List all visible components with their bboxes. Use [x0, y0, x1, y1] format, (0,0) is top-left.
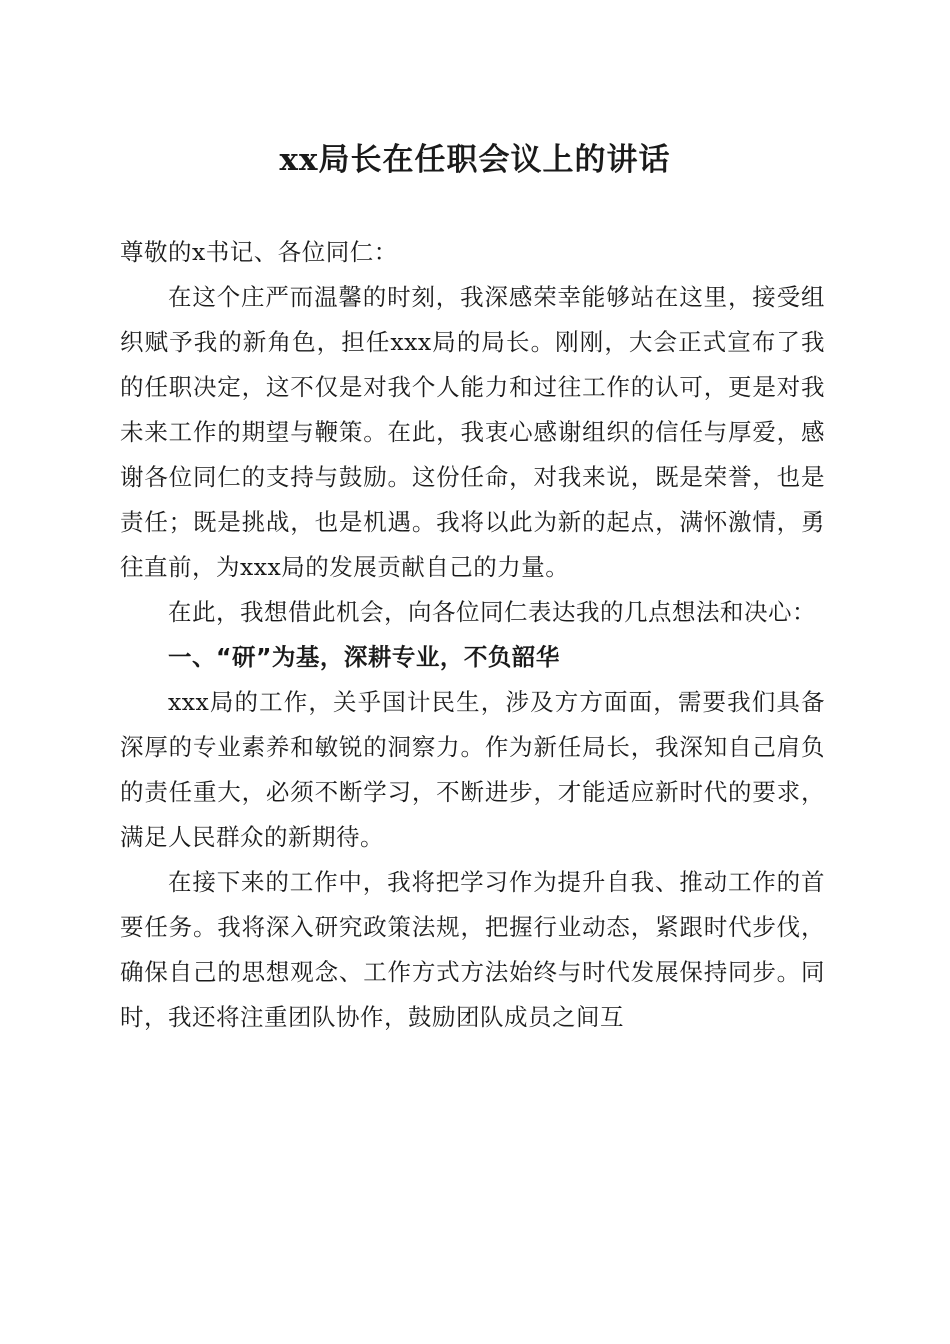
document-body: [120, 230, 825, 1040]
section1-paragraph-1: xxx局的工作，关乎国计民生，涉及方方面面，需要我们具备深厚的专业素养和敏锐的洞察力。作为新任局长，我深知自己肩负的责任重大，必须不断学习，不断进步，才能适应新时代的要求，满足人民群众的新期待。: [120, 688, 825, 851]
salutation: 尊敬的x书记、各位同仁：: [120, 238, 398, 266]
document-title: xx局长在任职会议上的讲话: [279, 142, 671, 178]
paragraph-transition: 在此，我想借此机会，向各位同仁表达我的几点想法和决心：: [168, 598, 816, 626]
paragraph-intro: 在这个庄严而温馨的时刻，我深感荣幸能够站在这里，接受组织赋予我的新角色，担任xxx局的局长。刚刚，大会正式宣布了我的任职决定，这不仅是对我个人能力和过往工作的认可，更是对我未来工作的期望与鞭策。在此，我衷心感谢组织的信任与厚爱，感谢各位同仁的支持与鼓励。这份任命，对我来说，既是荣誉，也是责任；既是挑战，也是机遇。我将以此为新的起点，满怀激情，勇往直前，为xxx局的发展贡献自己的力量。: [120, 283, 825, 581]
section1-paragraph-2: 在接下来的工作中，我将把学习作为提升自我、推动工作的首要任务。我将深入研究政策法规，把握行业动态，紧跟时代步伐，确保自己的思想观念、工作方式方法始终与时代发展保持同步。同时，我还将注重团队协作，鼓励团队成员之间互: [120, 868, 825, 1031]
section-heading-1: 一、“研”为基，深耕专业，不负韶华: [168, 643, 560, 671]
